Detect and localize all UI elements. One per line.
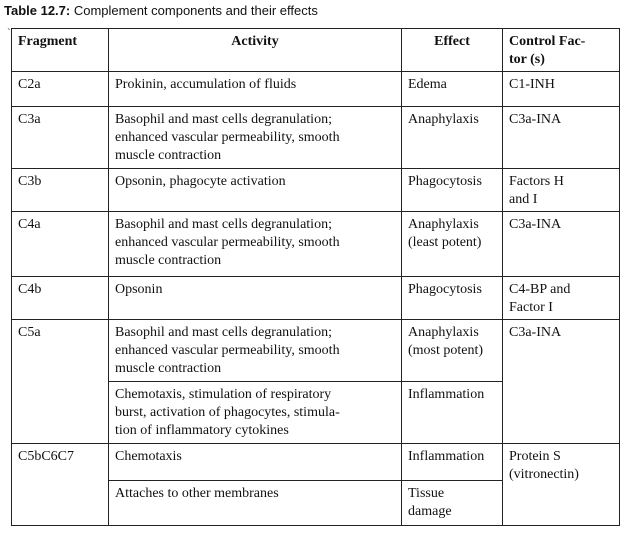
effect-cell: Tissue damage bbox=[402, 481, 503, 526]
fragment-cell: C4a bbox=[12, 212, 109, 277]
table-row bbox=[12, 169, 620, 212]
table-row bbox=[12, 72, 620, 107]
activity-cell: Chemotaxis bbox=[109, 444, 402, 481]
control-cell: Factors H and I bbox=[503, 169, 620, 212]
activity-cell: Attaches to other membranes bbox=[109, 481, 402, 526]
activity-cell: Opsonin, phagocyte activation bbox=[109, 169, 402, 212]
fragment-cell: C4b bbox=[12, 277, 109, 320]
control-cell: C1-INH bbox=[503, 72, 620, 107]
effect-cell: Inflammation bbox=[402, 382, 503, 444]
table-number: Table 12.7: bbox=[4, 3, 71, 18]
header-control-factor: Control Fac- tor (s) bbox=[503, 29, 620, 72]
activity-cell: Opsonin bbox=[109, 277, 402, 320]
activity-cell: Prokinin, accumulation of fluids bbox=[109, 72, 402, 107]
effect-cell: Edema bbox=[402, 72, 503, 107]
control-cell: C3a-INA bbox=[503, 320, 620, 444]
stray-mark-icon: ` bbox=[7, 27, 11, 39]
header-activity: Activity bbox=[109, 29, 402, 72]
effect-cell: Phagocytosis bbox=[402, 169, 503, 212]
complement-table bbox=[11, 28, 620, 526]
fragment-cell: C5bC6C7 bbox=[12, 444, 109, 526]
table-row bbox=[12, 444, 620, 481]
header-effect: Effect bbox=[402, 29, 503, 72]
effect-cell: Anaphylaxis bbox=[402, 107, 503, 169]
activity-cell: Basophil and mast cells degranulation; enhanced vascular permeability, smooth muscle contraction bbox=[109, 107, 402, 169]
control-cell: C3a-INA bbox=[503, 212, 620, 277]
activity-cell: Chemotaxis, stimulation of respiratory burst, activation of phagocytes, stimula- tion of inflammatory cytokines bbox=[109, 382, 402, 444]
table-row bbox=[12, 277, 620, 320]
table-row bbox=[12, 212, 620, 277]
effect-cell: Inflammation bbox=[402, 444, 503, 481]
effect-cell: Anaphylaxis (most potent) bbox=[402, 320, 503, 382]
activity-cell: Basophil and mast cells degranulation; enhanced vascular permeability, smooth muscle contraction bbox=[109, 212, 402, 277]
control-cell: C4-BP and Factor I bbox=[503, 277, 620, 320]
fragment-cell: C3b bbox=[12, 169, 109, 212]
control-cell: Protein S (vitronectin) bbox=[503, 444, 620, 526]
effect-cell: Anaphylaxis (least potent) bbox=[402, 212, 503, 277]
activity-cell: Basophil and mast cells degranulation; enhanced vascular permeability, smooth muscle contraction bbox=[109, 320, 402, 382]
table-row bbox=[12, 107, 620, 169]
header-fragment: Fragment bbox=[12, 29, 109, 72]
fragment-cell: C2a bbox=[12, 72, 109, 107]
fragment-cell: C5a bbox=[12, 320, 109, 444]
table-title: Complement components and their effects bbox=[70, 3, 318, 18]
table-caption bbox=[4, 3, 318, 18]
fragment-cell: C3a bbox=[12, 107, 109, 169]
control-cell: C3a-INA bbox=[503, 107, 620, 169]
effect-cell: Phagocytosis bbox=[402, 277, 503, 320]
table-row bbox=[12, 320, 620, 382]
header-row bbox=[12, 29, 620, 72]
